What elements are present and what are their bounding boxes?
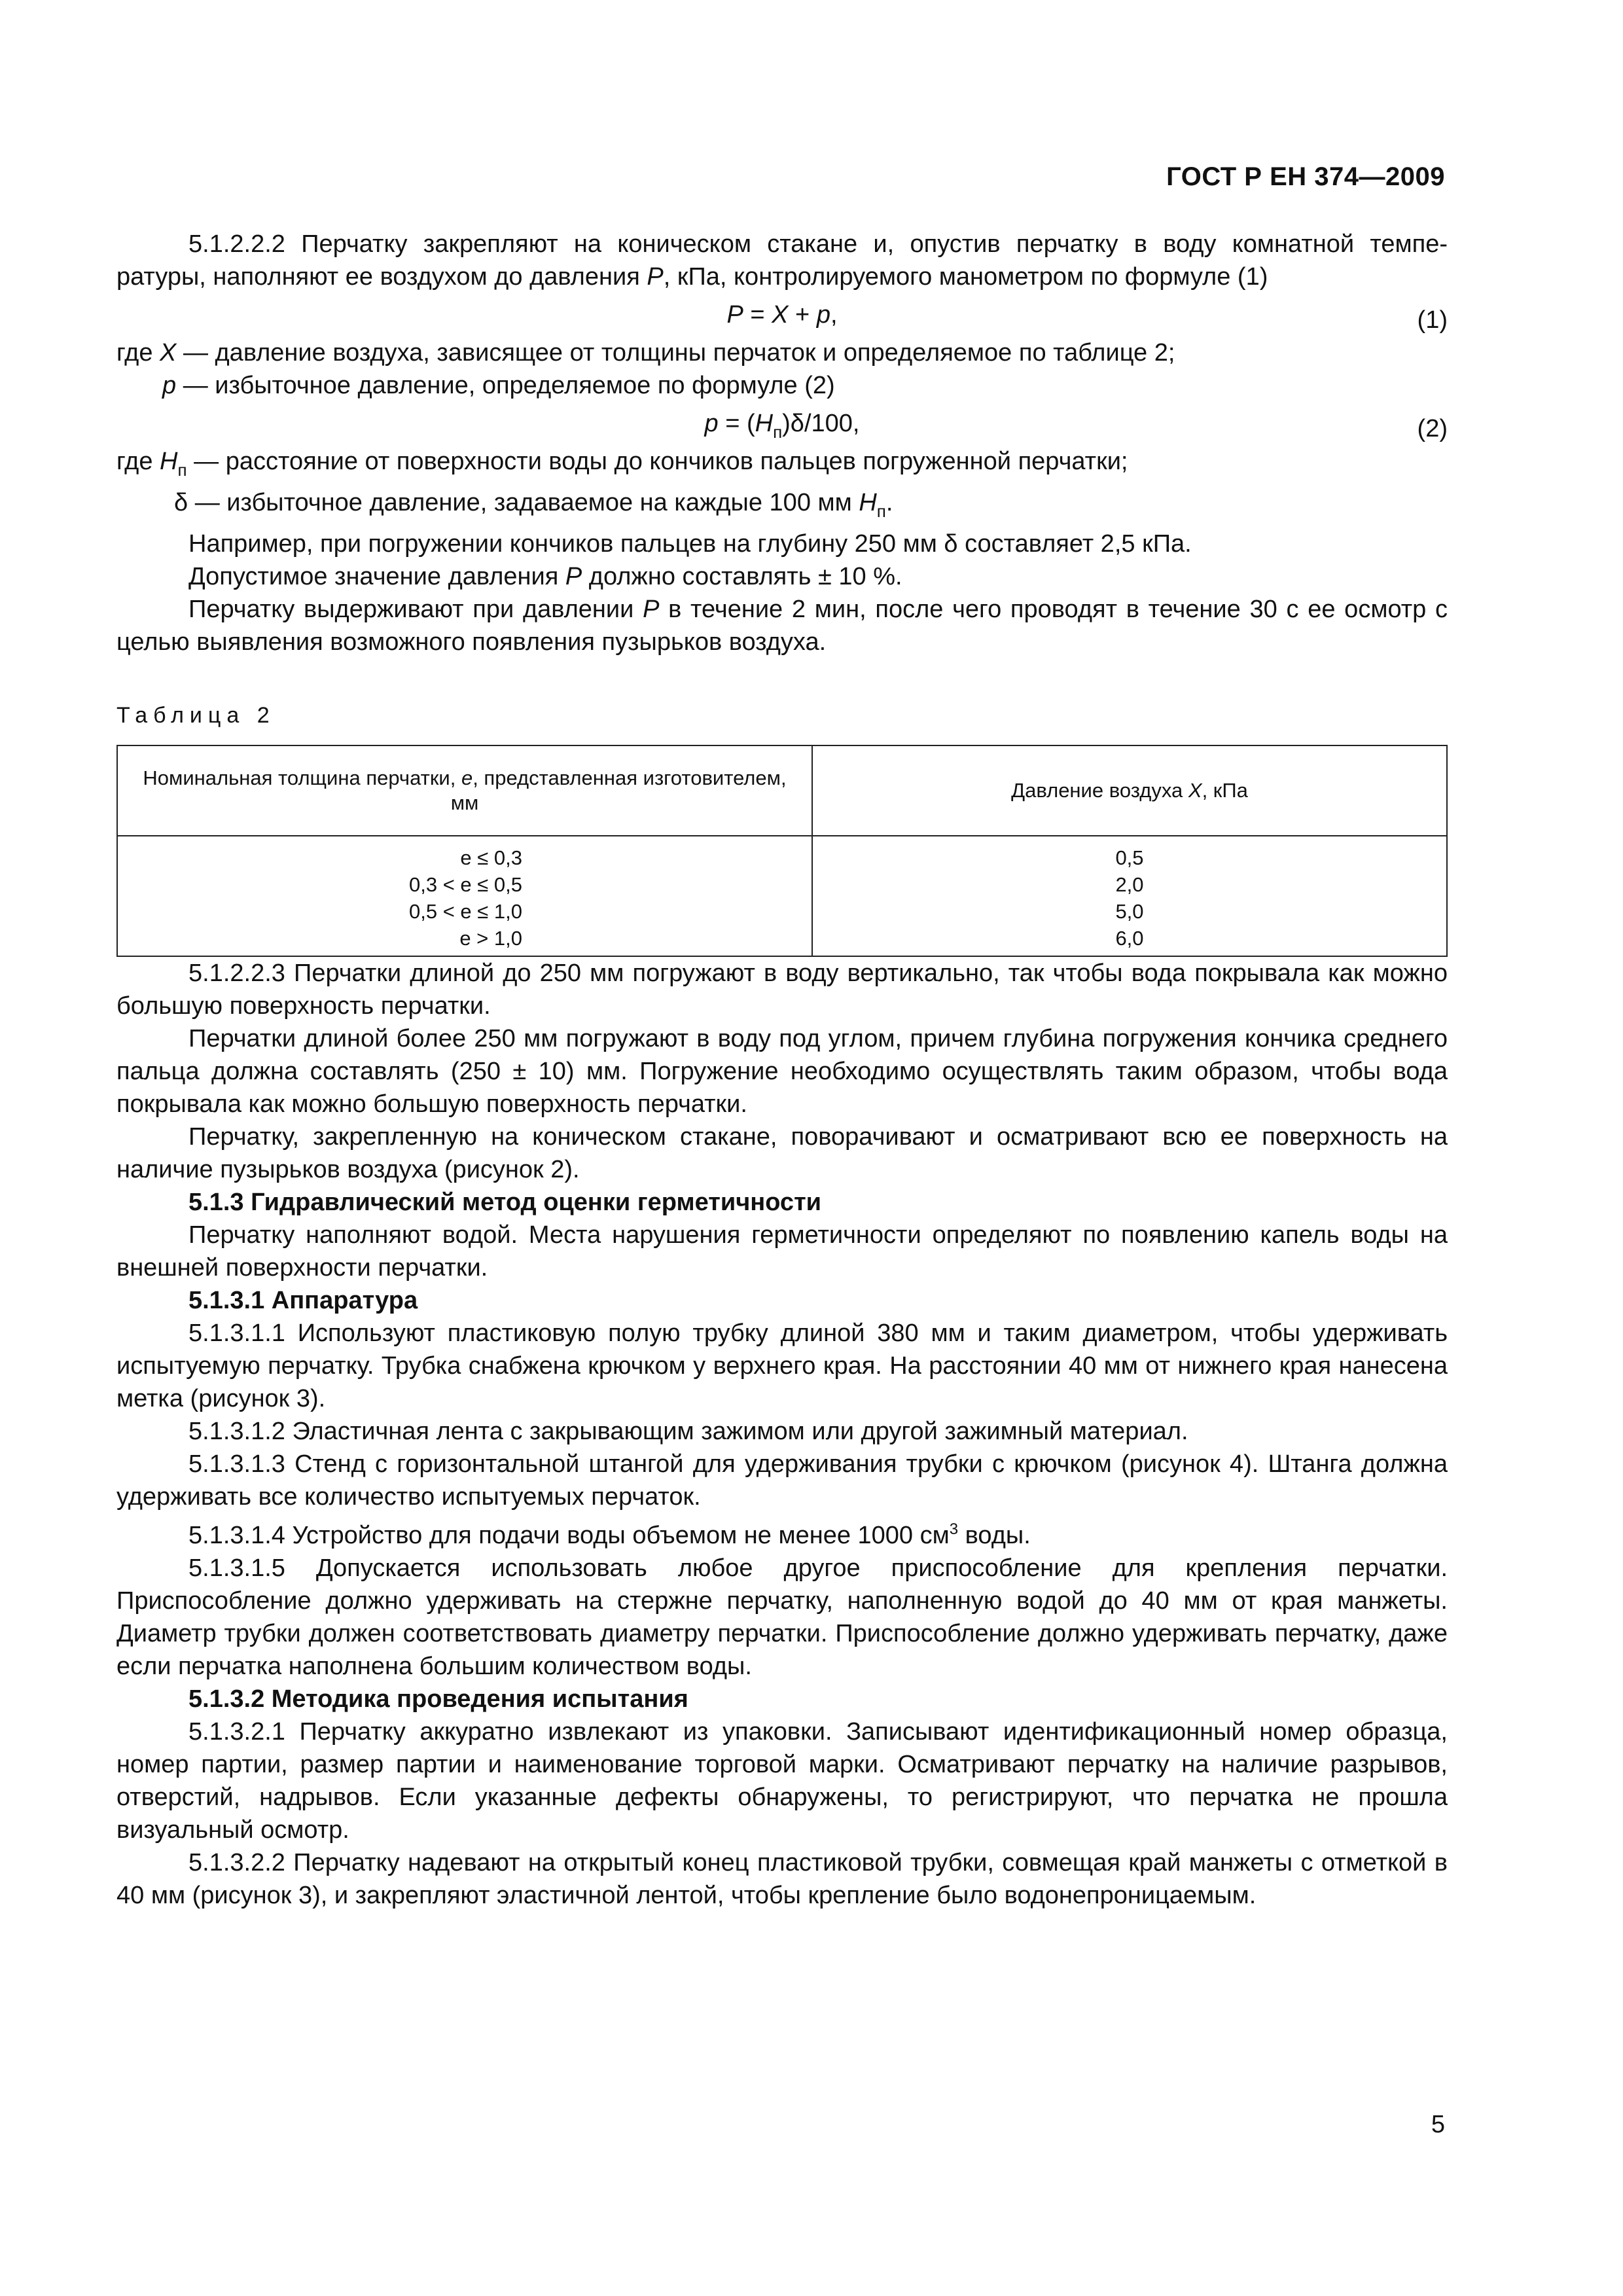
paragraph-51314: 5.1.3.1.4 Устройство для подачи воды объемом не менее 1000 $см^3$ воды. — [188, 1520, 1031, 1549]
page-number: 5 — [1431, 2111, 1445, 2138]
paragraph-51315: 5.1.3.1.5 Допускается использовать любое другое приспособление для крепления перчатки. Приспособление должно удерживать на стержне перчатку, наполненную водой до 40 мм от края манжеты. Диаметр трубки должен соответствовать диаметру перчатки. Приспособление должно удерживать перчатку, даже если перчатка наполнена большим количеством воды. — [116, 1554, 1448, 1680]
paragraph-longer-gloves: Перчатки длиной более 250 мм погружают в воду под углом, причем глубина погружения кончика среднего пальца должна составлять (250 ± 10) мм. Погружение необходимо осуществлять таким образом, чтобы вода покрывала как можно большую поверхность перчатки. — [116, 1025, 1448, 1118]
where-X: где X — давление воздуха, зависящее от толщины перчаток и определяемое по таблице 2; — [116, 339, 1175, 367]
paragraph-51222 — [116, 228, 1448, 260]
where-H: где $H_п$ — расстояние от поверхности воды до кончиков пальцев погруженной перчатки; — [116, 448, 1128, 480]
paragraph-51321: 5.1.3.2.1 Перчатку аккуратно извлекают из упаковки. Записывают идентификационный номер образца, номер партии, размер партии и наименование торговой марки. Осматривают перчатку на наличие разрывов, отверстий, надрывов. Если указанные дефекты обнаружены, то регистрируют, что перчатка не прошла визуальный осмотр. — [116, 1718, 1448, 1844]
formula-2-expression: $p = (H_п)\delta/100$, — [704, 410, 860, 442]
table-row-thickness: e ≤ 0,3 — [460, 846, 522, 869]
formula-2 — [116, 403, 1448, 444]
paragraph-example: Например, при погружении кончиков пальцев на глубину 250 мм δ составляет 2,5 кПа. — [188, 530, 1192, 558]
formula-1 — [116, 295, 1448, 335]
heading-5132: 5.1.3.2 Методика проведения испытания — [188, 1685, 688, 1713]
table-caption: Таблица 2 — [116, 703, 276, 728]
table-row-thickness: 0,3 < e ≤ 0,5 — [409, 873, 522, 896]
table-body-row — [117, 836, 1447, 956]
table-row-pressure: 5,0 — [1115, 900, 1144, 923]
variable-P: P — [647, 263, 664, 291]
paragraph-513: Перчатку наполняют водой. Места нарушения герметичности определяют по появлению капель воды на внешней поверхности перчатки. — [116, 1221, 1448, 1282]
document-code: ГОСТ Р ЕН 374—2009 — [1166, 162, 1445, 191]
heading-5131: 5.1.3.1 Аппаратура — [188, 1287, 418, 1314]
table-row-pressure: 2,0 — [1115, 873, 1144, 896]
where-delta: δ — избыточное давление, задаваемое на каждые 100 мм $H_п$. — [174, 489, 893, 521]
heading-513: 5.1.3 Гидравлический метод оценки герметичности — [188, 1189, 822, 1216]
paragraph-51311: 5.1.3.1.1 Используют пластиковую полую трубку длиной 380 мм и таким диаметром, чтобы удерживать испытуемую перчатку. Трубка снабжена крючком у верхнего края. На расстоянии 40 мм от нижнего края нанесена метка (рисунок 3). — [116, 1319, 1448, 1412]
paragraph-51222-cont: ратуры, наполняют ее воздухом до давления P, кПа, контролируемого манометром по формуле (1) — [116, 263, 1268, 291]
table-row-thickness: e > 1,0 — [459, 927, 522, 950]
formula-2-number: (2) — [1417, 415, 1448, 442]
table-row-pressure: 6,0 — [1115, 927, 1144, 950]
where-p: p — избыточное давление, определяемое по формуле (2) — [162, 372, 835, 399]
document-body — [116, 228, 1448, 1912]
paragraph-51222-line1: 5.1.2.2.2 Перчатку закрепляют на коническом стакане и, опустив перчатку в воду комнатной темпе- — [188, 230, 1448, 258]
table-header-row — [117, 745, 1447, 836]
table-cell-thickness — [117, 836, 812, 956]
paragraph-allowed-pressure: Допустимое значение давления P должно составлять ± 10 %. — [188, 563, 902, 590]
paragraph-51313: 5.1.3.1.3 Стенд с горизонтальной штангой для удерживания трубки с крючком (рисунок 4). Штанга должна удерживать все количество испытуемых перчаток. — [116, 1450, 1448, 1511]
paragraph-51322: 5.1.3.2.2 Перчатку надевают на открытый конец пластиковой трубки, совмещая край манжеты с отметкой в 40 мм (рисунок 3), и закрепляют эластичной лентой, чтобы крепление было водонепроницаемым. — [116, 1849, 1448, 1909]
table-header-thickness: Номинальная толщина перчатки, e, представленная изготовителем, мм — [117, 745, 812, 836]
paragraph-51223: 5.1.2.2.3 Перчатки длиной до 250 мм погружают в воду вертикально, так чтобы вода покрывала как можно большую поверхность перчатки. — [116, 960, 1448, 1020]
formula-1-number: (1) — [1417, 306, 1448, 334]
paragraph-hold: Перчатку выдерживают при давлении P в течение 2 мин, после чего проводят в течение 30 с ее осмотр с целью выявления возможного появления пузырьков воздуха. — [116, 596, 1448, 656]
formula-1-expression: P = X + p, — [726, 301, 838, 329]
table-row-pressure: 0,5 — [1115, 846, 1144, 869]
pressure-table — [116, 745, 1448, 957]
paragraph-51312: 5.1.3.1.2 Эластичная лента с закрывающим зажимом или другой зажимный материал. — [188, 1418, 1188, 1445]
table-row-thickness: 0,5 < e ≤ 1,0 — [409, 900, 522, 923]
table-cell-pressure — [812, 836, 1447, 956]
table-header-pressure: Давление воздуха X, кПа — [812, 745, 1447, 836]
paragraph-rotate: Перчатку, закрепленную на коническом стакане, поворачивают и осматривают всю ее поверхность на наличие пузырьков воздуха (рисунок 2). — [116, 1123, 1448, 1183]
